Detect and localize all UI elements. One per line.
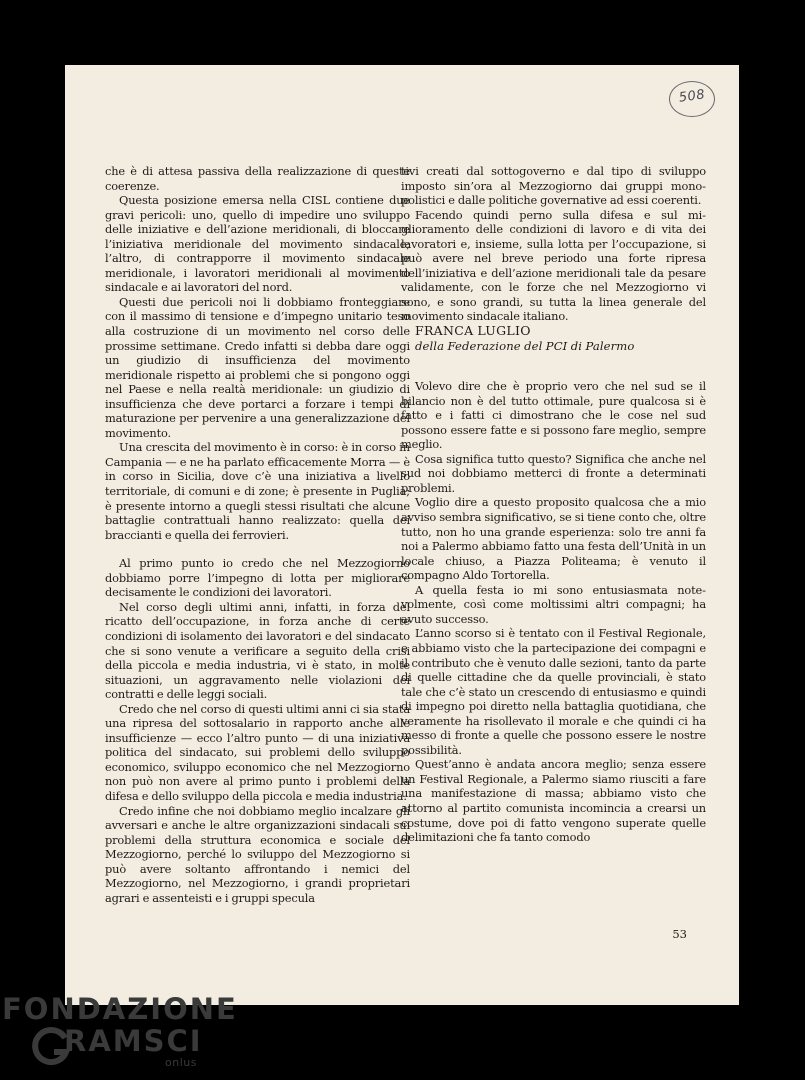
fondazione-gramsci-logo <box>0 990 238 1080</box>
paragraph: Quest’anno è andata ancora meglio; senza essere un Festival Regionale, a Palermo siamo riusciti a fare una manifestazione di massa; abbiamo visto che attorno al partito comunista incomincia a crearsi un costume, dove poi di fatto vengono superate quelle delimitazioni che fa tanto comodo <box>401 757 706 845</box>
paragraph: tivi creati dal sottogoverno e dal tipo di sviluppo imposto sin’ora al Mezzogiorno dai gruppi monopolistici e dalle politiche governative ad essi coerenti. <box>401 164 706 208</box>
paragraph: Voglio dire a questo proposito qualcosa che a mio avviso sembra significativo, se si tiene conto che, oltre tutto, non ho una grande esperienza: solo tre anni fa noi a Palermo abbiamo fatto una festa dell’Unità in un locale chiuso, a Piazza Politeama; è venuto il compagno Aldo Tortorella. <box>401 495 706 583</box>
speaker-affiliation: della Federazione del PCI di Palermo <box>415 338 635 353</box>
paragraph: Facendo quindi perno sulla difesa e sul miglioramento delle condizioni di lavoro e di vita dei lavoratori e, insieme, sulla lotta per l’occupazione, si può avere nel breve periodo una forte ripresa dell’iniziativa e dell’azione meridionali tale da pesare validamente, con le forze che nel Mezzogiorno vi sono, e sono grandi, su tutta la linea generale del movimento sindacale italiano. <box>401 207 706 324</box>
paragraph: Credo che nel corso di questi ultimi anni ci sia stata una ripresa del sottosalario in rapporto anche alle insufficienze — ecco l’altro punto — di una iniziativa politica del sindacato, sui problemi dello sviluppo economico, sviluppo economico che nel Mezzogiorno non può non avere al primo punto i problemi della difesa e dello sviluppo della piccola e media industria. <box>105 701 410 803</box>
paragraph: A quella festa io mi sono entusiasmata notevolmente, così come moltissimi altri compagni; ha avuto successo. <box>401 582 706 626</box>
paragraph: Una crescita del movimento è in corso: è in corso in Campania — e ne ha parlato efficacemente Morra — è in corso in Sicilia, dove c’è una iniziativa a livello territoriale, di comuni e di zone; è presente in Puglia; è presente intorno a quegli stessi risultati che alcune battaglie contrattuali hanno realizzato: quella dei braccianti e quella dei ferrovieri. <box>105 440 410 542</box>
paragraph: L’anno scorso si è tentato con il Festival Regionale, e abbiamo visto che la partecipazione dei compagni e il contributo che è venuto dalle sezioni, tanto da parte di quelle cittadine che da quelle provinciali, è stato tale che c’è stato un crescendo di entusiasmo e quindi di impegno poi diretto nella battaglia quotidiana, che veramente ha risollevato il morale e che quindi ci ha messo di fronte a quelle che possono essere le nostre possibilità. <box>401 626 706 757</box>
archive-number: 508 <box>677 87 707 106</box>
paragraph: Cosa significa tutto questo? Significa che anche nel sud noi dobbiamo metterci di fronte a determinati problemi. <box>401 451 706 495</box>
paragraph: Volevo dire che è proprio vero che nel sud se il bilancio non è del tutto ottimale, pure qualcosa si è fatto e i fatti ci dimostrano che le cose nel sud possono essere fatte e si possono fare meglio, sempre meglio. <box>401 379 706 452</box>
left-column <box>105 164 410 905</box>
logo-suffix: onlus <box>165 1056 197 1069</box>
scanned-page <box>65 65 739 1005</box>
archive-number-stamp <box>669 81 715 117</box>
logo-line-2: RAMSCI <box>64 1024 203 1058</box>
speaker-name: FRANCA LUGLIO <box>415 323 531 339</box>
paragraph: Al primo punto io credo che nel Mezzogiorno dobbiamo porre l’impegno di lotta per migliorare decisamente le condizioni dei lavoratori. <box>105 556 410 600</box>
paragraph: Credo infine che noi dobbiamo meglio incalzare gli avversari e anche le altre organizzazioni sindacali sui problemi della struttura economica e sociale del Mezzogiorno, perché lo sviluppo del Mezzogiorno si può avere soltanto affrontando i nemici del Mezzogiorno, nel Mezzogiorno, i grandi proprietari agrari e assenteisti e i gruppi specula <box>105 803 410 905</box>
paragraph: Questa posizione emersa nella CISL contiene due gravi pericoli: uno, quello di impedire uno sviluppo delle iniziative e dell’azione meridionali, di bloccare l’iniziativa meridionale del movimento sindacale; l’altro, di contrapporre il movimento sindacale meridionale, i lavoratori meridionali al movimento sindacale e ai lavoratori del nord. <box>105 193 410 295</box>
right-column <box>401 164 706 845</box>
logo-line-1: FONDAZIONE <box>2 992 238 1026</box>
paragraph: che è di attesa passiva della realizzazione di queste coerenze. <box>105 164 410 193</box>
paragraph: Questi due pericoli noi li dobbiamo fronteggiare con il massimo di tensione e d’impegno unitario teso alla costruzione di un movimento nel corso delle prossime settimane. Credo infatti si debba dare oggi un giudizio di insufficienza del movimento meridionale rispetto ai problemi che si pongono oggi nel Paese e nella realtà meridionale: un giudizio di insufficienza che deve portarci a forzare i tempi di maturazione per pervenire a una generalizzazione del movimento. <box>105 294 410 440</box>
paragraph: Nel corso degli ultimi anni, infatti, in forza del ricatto dell’occupazione, in forza anche di certe condizioni di isolamento dei lavoratori e del sindacato che si sono venute a verificare a seguito della crisi della piccola e media industria, vi è stato, in molte situazioni, un aggravamento nelle violazioni dei contratti e delle leggi sociali. <box>105 599 410 702</box>
page-number: 53 <box>672 927 687 941</box>
